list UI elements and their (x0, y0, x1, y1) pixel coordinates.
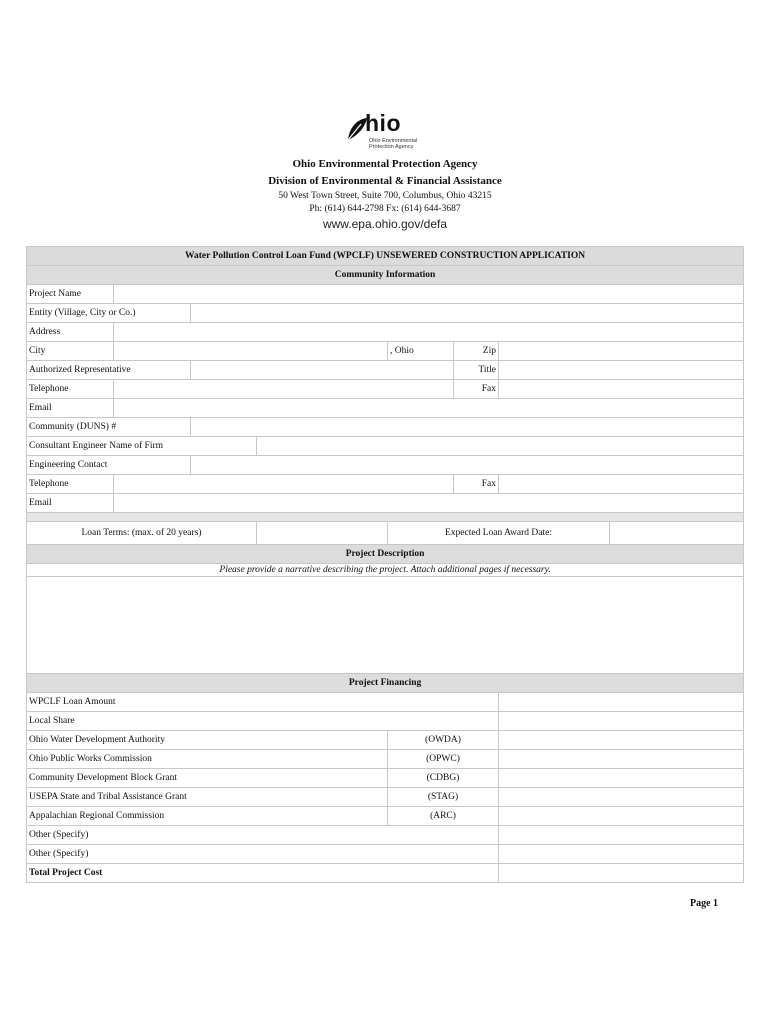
loan-terms-field[interactable] (257, 522, 388, 545)
logo-subtitle (369, 138, 429, 150)
zip-label: Zip (454, 342, 499, 361)
division-name: Division of Environmental & Financial Assistance (268, 175, 502, 187)
city-field[interactable] (114, 342, 388, 361)
fax2-label: Fax (454, 475, 499, 494)
owda-code: (OWDA) (388, 731, 499, 750)
table-row (27, 750, 744, 769)
community-header: Community Information (27, 266, 744, 285)
cdbg-field[interactable] (499, 769, 744, 788)
email2-field[interactable] (114, 494, 744, 513)
table-row (27, 826, 744, 845)
project-description-field[interactable] (27, 577, 744, 674)
logo-sub-line1: Ohio Environmental (369, 138, 418, 144)
arc-field[interactable] (499, 807, 744, 826)
table-row (27, 522, 744, 545)
table-row (27, 342, 744, 361)
email-field[interactable] (114, 399, 744, 418)
other2-label: Other (Specify) (27, 845, 499, 864)
table-row (27, 712, 744, 731)
table-row (27, 494, 744, 513)
table-row (27, 361, 744, 380)
telephone2-label: Telephone (27, 475, 114, 494)
table-row (27, 418, 744, 437)
consultant-label: Consultant Engineer Name of Firm (27, 437, 257, 456)
other1-field[interactable] (499, 826, 744, 845)
ohio-epa-logo (345, 110, 425, 156)
stag-label: USEPA State and Tribal Assistance Grant (27, 788, 388, 807)
authorized-rep-label: Authorized Representative (27, 361, 191, 380)
table-row (27, 304, 744, 323)
owda-field[interactable] (499, 731, 744, 750)
table-row (27, 845, 744, 864)
entity-field[interactable] (191, 304, 744, 323)
zip-field[interactable] (499, 342, 744, 361)
address-label: Address (27, 323, 114, 342)
authorized-rep-field[interactable] (191, 361, 454, 380)
email2-label: Email (27, 494, 114, 513)
project-description-note: Please provide a narrative describing the project. Attach additional pages if necessary. (27, 564, 744, 577)
fax2-field[interactable] (499, 475, 744, 494)
application-form (26, 246, 744, 883)
title-field[interactable] (499, 361, 744, 380)
financing-header: Project Financing (27, 674, 744, 693)
table-row (27, 456, 744, 475)
agency-url[interactable]: www.epa.ohio.gov/defa (322, 217, 448, 231)
fax-field[interactable] (499, 380, 744, 399)
cdbg-code: (CDBG) (388, 769, 499, 788)
section-divider (27, 513, 744, 522)
other1-label: Other (Specify) (27, 826, 499, 845)
telephone-label: Telephone (27, 380, 114, 399)
engineering-contact-label: Engineering Contact (27, 456, 191, 475)
loan-terms-label: Loan Terms: (max. of 20 years) (27, 522, 257, 545)
arc-label: Appalachian Regional Commission (27, 807, 388, 826)
table-row (27, 437, 744, 456)
total-field[interactable] (499, 864, 744, 883)
table-row (27, 285, 744, 304)
expected-award-label: Expected Loan Award Date: (388, 522, 610, 545)
ohio-label: , Ohio (388, 342, 454, 361)
table-row (27, 731, 744, 750)
table-row (27, 769, 744, 788)
opwc-code: (OPWC) (388, 750, 499, 769)
stag-code: (STAG) (388, 788, 499, 807)
table-row (27, 693, 744, 712)
agency-name: Ohio Environmental Protection Agency (292, 158, 478, 170)
duns-field[interactable] (191, 418, 744, 437)
project-name-field[interactable] (114, 285, 744, 304)
table-row (27, 475, 744, 494)
logo-sub-line2: Protection Agency (369, 144, 414, 150)
telephone2-field[interactable] (114, 475, 454, 494)
table-row (27, 807, 744, 826)
duns-label: Community (DUNS) # (27, 418, 191, 437)
total-label: Total Project Cost (27, 864, 499, 883)
table-row (27, 380, 744, 399)
other2-field[interactable] (499, 845, 744, 864)
city-label: City (27, 342, 114, 361)
consultant-field[interactable] (257, 437, 744, 456)
project-name-label: Project Name (27, 285, 114, 304)
title-label: Title (454, 361, 499, 380)
cdbg-label: Community Development Block Grant (27, 769, 388, 788)
fax-label: Fax (454, 380, 499, 399)
table-row (27, 399, 744, 418)
opwc-label: Ohio Public Works Commission (27, 750, 388, 769)
email-label: Email (27, 399, 114, 418)
table-row (27, 323, 744, 342)
agency-address: 50 West Town Street, Suite 700, Columbus, Ohio 43215 (278, 191, 492, 201)
table-row (27, 864, 744, 883)
stag-field[interactable] (499, 788, 744, 807)
entity-label: Entity (Village, City or Co.) (27, 304, 191, 323)
engineering-contact-field[interactable] (191, 456, 744, 475)
agency-phone: Ph: (614) 644-2798 Fx: (614) 644-3687 (309, 204, 461, 214)
wpclf-amount-field[interactable] (499, 693, 744, 712)
arc-code: (ARC) (388, 807, 499, 826)
address-field[interactable] (114, 323, 744, 342)
local-share-label: Local Share (27, 712, 499, 731)
opwc-field[interactable] (499, 750, 744, 769)
telephone-field[interactable] (114, 380, 454, 399)
table-row (27, 788, 744, 807)
page-number: Page 1 (690, 898, 719, 909)
project-description-header: Project Description (27, 545, 744, 564)
expected-award-field[interactable] (610, 522, 744, 545)
local-share-field[interactable] (499, 712, 744, 731)
logo-wordmark: hio (365, 110, 401, 136)
wpclf-amount-label: WPCLF Loan Amount (27, 693, 499, 712)
form-title: Water Pollution Control Loan Fund (WPCLF) UNSEWERED CONSTRUCTION APPLICATION (27, 247, 744, 266)
owda-label: Ohio Water Development Authority (27, 731, 388, 750)
